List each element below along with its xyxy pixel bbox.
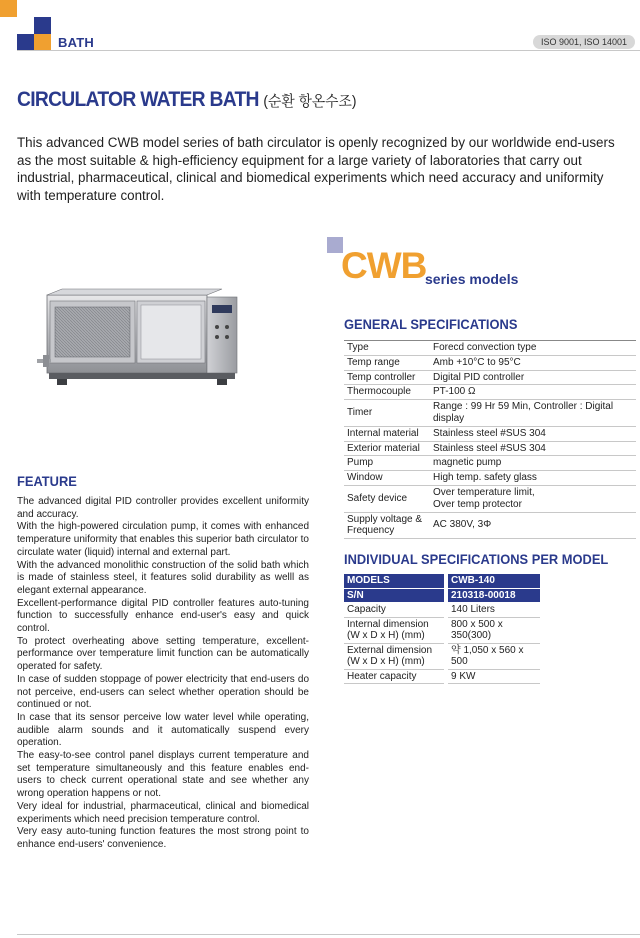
table-row bbox=[344, 426, 636, 441]
series-suffix: series models bbox=[425, 271, 519, 287]
feature-item: To protect overheating above setting temperature, excellent-performance over temperature limit function can be automatically operated for safety. bbox=[17, 635, 309, 673]
spec-key-line: Supply voltage & bbox=[347, 513, 423, 525]
page-title bbox=[17, 88, 356, 112]
category-label: BATH bbox=[58, 35, 94, 50]
logo-orange-square bbox=[0, 0, 17, 17]
feature-list bbox=[17, 496, 309, 852]
title-korean: (순환 항온수조) bbox=[263, 93, 357, 110]
spec-key: Capacity bbox=[344, 603, 444, 618]
logo-blue-square bbox=[17, 34, 34, 51]
spec-value: Forecd convection type bbox=[430, 341, 636, 356]
spec-key: Type bbox=[344, 341, 430, 356]
spec-key-line: Frequency bbox=[347, 525, 395, 537]
intro-paragraph: This advanced CWB model series of bath circulator is openly recognized by our worldwide end-users as the most suitable & high-efficiency equipment for a large variety of laboratories that carry out industrial, pharmaceutical, clinical and biomedical experiments which need accuracy and uniformity with temperature control. bbox=[17, 135, 615, 203]
spec-value: Stainless steel #SUS 304 bbox=[430, 426, 636, 441]
spec-value: AC 380V, 3Φ bbox=[430, 512, 636, 539]
spec-value: Stainless steel #SUS 304 bbox=[430, 441, 636, 456]
table-row bbox=[344, 471, 636, 486]
spec-value: PT-100 Ω bbox=[430, 385, 636, 400]
spec-key bbox=[344, 512, 430, 539]
table-row bbox=[344, 485, 636, 512]
sn-label: S/N bbox=[344, 589, 444, 604]
table-row bbox=[344, 512, 636, 539]
table-row bbox=[344, 618, 540, 644]
general-specs-table bbox=[344, 340, 636, 539]
spec-value: Digital PID controller bbox=[430, 370, 636, 385]
spec-key-line: (W x D x H) (mm) bbox=[347, 656, 425, 667]
spec-value-line: Over temperature limit, bbox=[433, 486, 535, 498]
table-row bbox=[344, 400, 636, 427]
spec-value: magnetic pump bbox=[430, 456, 636, 471]
spec-key: Heater capacity bbox=[344, 670, 444, 685]
spec-value-line: Over temp protector bbox=[433, 498, 522, 510]
table-row bbox=[344, 603, 540, 618]
spec-value: 약 1,050 x 560 x 500 bbox=[448, 644, 540, 670]
spec-value: 800 x 500 x 350(300) bbox=[448, 618, 540, 644]
spec-key: Timer bbox=[344, 400, 430, 427]
spec-key: Temp controller bbox=[344, 370, 430, 385]
table-header-row bbox=[344, 589, 540, 604]
table-row bbox=[344, 341, 636, 356]
spec-key: Pump bbox=[344, 456, 430, 471]
feature-item: In case that its sensor perceive low water level while operating, audible alarm sounds and it automatically suspend every operation. bbox=[17, 711, 309, 749]
feature-item: The easy-to-see control panel displays current temperature and set temperature simultaneously and this feature enables end-users to check current operational state and see whether any wrong operation happens or not. bbox=[17, 750, 309, 800]
logo-orange-square bbox=[34, 34, 51, 51]
table-row bbox=[344, 456, 636, 471]
table-row bbox=[344, 670, 540, 685]
spec-value bbox=[430, 485, 636, 512]
table-row bbox=[344, 644, 540, 670]
spec-value: 9 KW bbox=[448, 670, 540, 685]
spec-key: Exterior material bbox=[344, 441, 430, 456]
spec-key: Safety device bbox=[344, 485, 430, 512]
feature-item: Very easy auto-tuning function features the most strong point to enhance end-users' convenience. bbox=[17, 826, 309, 850]
models-label: MODELS bbox=[344, 574, 444, 589]
spec-value: High temp. safety glass bbox=[430, 471, 636, 486]
spec-key-line: External dimension bbox=[347, 644, 433, 656]
spec-key: Temp range bbox=[344, 355, 430, 370]
feature-item: Very ideal for industrial, pharmaceutical, clinical and biomedical experiments which need precision temperature control. bbox=[17, 800, 309, 825]
header-rule bbox=[17, 50, 640, 51]
feature-item: The advanced digital PID controller provides excellent uniformity and accuracy. bbox=[17, 496, 309, 520]
model-name: CWB-140 bbox=[448, 574, 540, 589]
individual-specs-heading: INDIVIDUAL SPECIFICATIONS PER MODEL bbox=[344, 551, 609, 567]
footer-rule bbox=[17, 934, 640, 935]
table-row bbox=[344, 385, 636, 400]
logo-blue-square bbox=[34, 17, 51, 34]
spec-key: Thermocouple bbox=[344, 385, 430, 400]
spec-key: Window bbox=[344, 471, 430, 486]
spec-key: Internal material bbox=[344, 426, 430, 441]
table-row bbox=[344, 370, 636, 385]
feature-item: Excellent-performance digital PID controller features auto-tuning function to successfully enhance end-user's easy and quick control. bbox=[17, 597, 309, 635]
feature-item: In case of sudden stoppage of power electricity that end-users do not perceive, end-users can select whether operation should be continued or not. bbox=[17, 673, 309, 711]
feature-heading: FEATURE bbox=[17, 473, 77, 489]
spec-key bbox=[344, 644, 444, 670]
spec-value: Amb +10°C to 95°C bbox=[430, 355, 636, 370]
serial-number: 210318-00018 bbox=[448, 589, 540, 604]
spec-key-line: Internal dimension bbox=[347, 618, 429, 630]
table-header-row bbox=[344, 574, 540, 589]
spec-key-line: (W x D x H) (mm) bbox=[347, 630, 425, 641]
spec-key bbox=[344, 618, 444, 644]
individual-specs-table bbox=[344, 574, 540, 684]
general-specs-heading: GENERAL SPECIFICATIONS bbox=[344, 316, 518, 332]
series-code: CWB bbox=[341, 245, 427, 286]
spec-value: Range : 99 Hr 59 Min, Controller : Digital display bbox=[430, 400, 636, 427]
table-row bbox=[344, 441, 636, 456]
title-main: CIRCULATOR WATER BATH bbox=[17, 88, 259, 111]
table-row bbox=[344, 355, 636, 370]
feature-item: With the high-powered circulation pump, it comes with enhanced temperature uniformity that enables this superior bath circulator to circulate water (liquid) internal and external part. bbox=[17, 521, 309, 558]
product-photo bbox=[37, 287, 247, 387]
certification-badge: ISO 9001, ISO 14001 bbox=[533, 35, 635, 49]
feature-item: With the advanced monolithic construction of the solid bath which is made of stainless steel, it features solid durability as welll as elegant external appearance. bbox=[17, 559, 309, 596]
spec-value: 140 Liters bbox=[448, 603, 540, 618]
